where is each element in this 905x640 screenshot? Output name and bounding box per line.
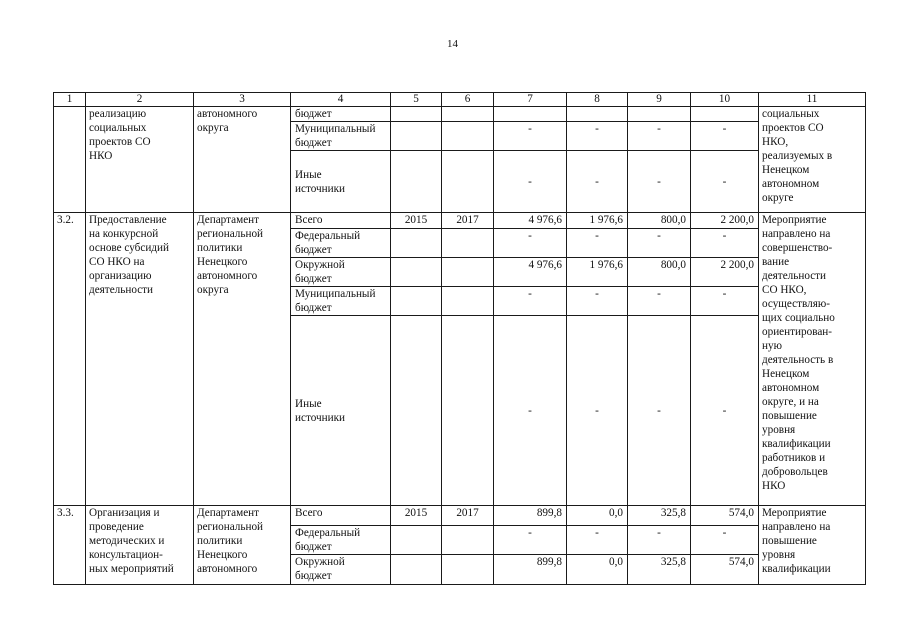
value-col-7: - xyxy=(494,151,567,213)
value-col-9: - xyxy=(628,287,691,316)
value-col-8: - xyxy=(567,229,628,258)
funding-source: Иные источники xyxy=(291,316,391,506)
item-executor: Департамент региональной политики Ненецкого автономного xyxy=(194,506,291,585)
funding-source: Всего xyxy=(291,506,391,526)
value-col-7 xyxy=(494,107,567,122)
table-row xyxy=(54,213,866,229)
funding-source: Иные источники xyxy=(291,151,391,213)
value-col-10: 2 200,0 xyxy=(691,213,759,229)
column-header-1: 1 xyxy=(54,93,86,107)
value-col-8: 0,0 xyxy=(567,555,628,585)
column-header-6: 6 xyxy=(442,93,494,107)
value-col-9: 325,8 xyxy=(628,555,691,585)
start-year: 2015 xyxy=(391,213,442,229)
end-year xyxy=(442,107,494,122)
value-col-7: 4 976,6 xyxy=(494,258,567,287)
value-col-8: 1 976,6 xyxy=(567,258,628,287)
item-result: Мероприятие направлено на совершенство- вание деятельности СО НКО, осуществляю- щих социально ориентирован- ную деятельность в Ненецком автономном округе, и на повышение уровня квалификации работников и добровольцев НКО xyxy=(759,213,866,506)
value-col-7: - xyxy=(494,229,567,258)
start-year xyxy=(391,107,442,122)
value-col-9: 325,8 xyxy=(628,506,691,526)
value-col-9: 800,0 xyxy=(628,213,691,229)
end-year xyxy=(442,555,494,585)
value-col-9: - xyxy=(628,526,691,555)
start-year xyxy=(391,287,442,316)
start-year xyxy=(391,229,442,258)
value-col-7: 4 976,6 xyxy=(494,213,567,229)
value-col-10: 2 200,0 xyxy=(691,258,759,287)
item-result: Мероприятие направлено на повышение уровня квалификации xyxy=(759,506,866,585)
value-col-8: - xyxy=(567,316,628,506)
end-year xyxy=(442,316,494,506)
value-col-10: - xyxy=(691,151,759,213)
column-header-8: 8 xyxy=(567,93,628,107)
item-number: 3.3. xyxy=(54,506,86,585)
table-body xyxy=(54,93,866,585)
funding-source: Окружной бюджет xyxy=(291,555,391,585)
funding-source: Всего xyxy=(291,213,391,229)
value-col-9 xyxy=(628,107,691,122)
item-name: Предоставление на конкурсной основе субсидий СО НКО на организацию деятельности xyxy=(86,213,194,506)
column-header-5: 5 xyxy=(391,93,442,107)
value-col-8: - xyxy=(567,122,628,151)
start-year xyxy=(391,316,442,506)
value-col-7: - xyxy=(494,287,567,316)
end-year xyxy=(442,151,494,213)
value-col-10 xyxy=(691,107,759,122)
value-col-8: - xyxy=(567,526,628,555)
value-col-9: - xyxy=(628,229,691,258)
item-number xyxy=(54,107,86,213)
end-year xyxy=(442,229,494,258)
end-year xyxy=(442,122,494,151)
column-header-11: 11 xyxy=(759,93,866,107)
table-row xyxy=(54,506,866,526)
item-executor: автономного округа xyxy=(194,107,291,213)
value-col-7: 899,8 xyxy=(494,555,567,585)
end-year xyxy=(442,287,494,316)
value-col-10: 574,0 xyxy=(691,555,759,585)
end-year: 2017 xyxy=(442,213,494,229)
start-year xyxy=(391,555,442,585)
funding-source: Муниципальный бюджет xyxy=(291,287,391,316)
value-col-10: - xyxy=(691,122,759,151)
column-header-10: 10 xyxy=(691,93,759,107)
funding-source: Федеральный бюджет xyxy=(291,526,391,555)
item-number: 3.2. xyxy=(54,213,86,506)
header-row xyxy=(54,93,866,107)
funding-source: Окружной бюджет xyxy=(291,258,391,287)
start-year: 2015 xyxy=(391,506,442,526)
page-number: 14 xyxy=(447,38,458,50)
value-col-8: - xyxy=(567,151,628,213)
value-col-8 xyxy=(567,107,628,122)
end-year: 2017 xyxy=(442,506,494,526)
value-col-8: 0,0 xyxy=(567,506,628,526)
start-year xyxy=(391,122,442,151)
budget-table xyxy=(53,92,866,585)
column-header-4: 4 xyxy=(291,93,391,107)
item-result: социальных проектов СО НКО, реализуемых в Ненецком автономном округе xyxy=(759,107,866,213)
start-year xyxy=(391,258,442,287)
value-col-7: - xyxy=(494,122,567,151)
end-year xyxy=(442,258,494,287)
column-header-9: 9 xyxy=(628,93,691,107)
value-col-9: - xyxy=(628,316,691,506)
value-col-9: 800,0 xyxy=(628,258,691,287)
value-col-10: - xyxy=(691,316,759,506)
start-year xyxy=(391,526,442,555)
value-col-9: - xyxy=(628,122,691,151)
value-col-10: 574,0 xyxy=(691,506,759,526)
value-col-10: - xyxy=(691,229,759,258)
value-col-10: - xyxy=(691,287,759,316)
funding-source: бюджет xyxy=(291,107,391,122)
column-header-7: 7 xyxy=(494,93,567,107)
table-row xyxy=(54,107,866,122)
value-col-8: - xyxy=(567,287,628,316)
value-col-9: - xyxy=(628,151,691,213)
value-col-10: - xyxy=(691,526,759,555)
value-col-8: 1 976,6 xyxy=(567,213,628,229)
value-col-7: - xyxy=(494,316,567,506)
item-name: Организация и проведение методических и консультацион- ных мероприятий xyxy=(86,506,194,585)
column-header-2: 2 xyxy=(86,93,194,107)
end-year xyxy=(442,526,494,555)
funding-source: Федеральный бюджет xyxy=(291,229,391,258)
item-name: реализацию социальных проектов СО НКО xyxy=(86,107,194,213)
item-executor: Департамент региональной политики Ненецкого автономного округа xyxy=(194,213,291,506)
start-year xyxy=(391,151,442,213)
value-col-7: 899,8 xyxy=(494,506,567,526)
value-col-7: - xyxy=(494,526,567,555)
column-header-3: 3 xyxy=(194,93,291,107)
funding-source: Муниципальный бюджет xyxy=(291,122,391,151)
